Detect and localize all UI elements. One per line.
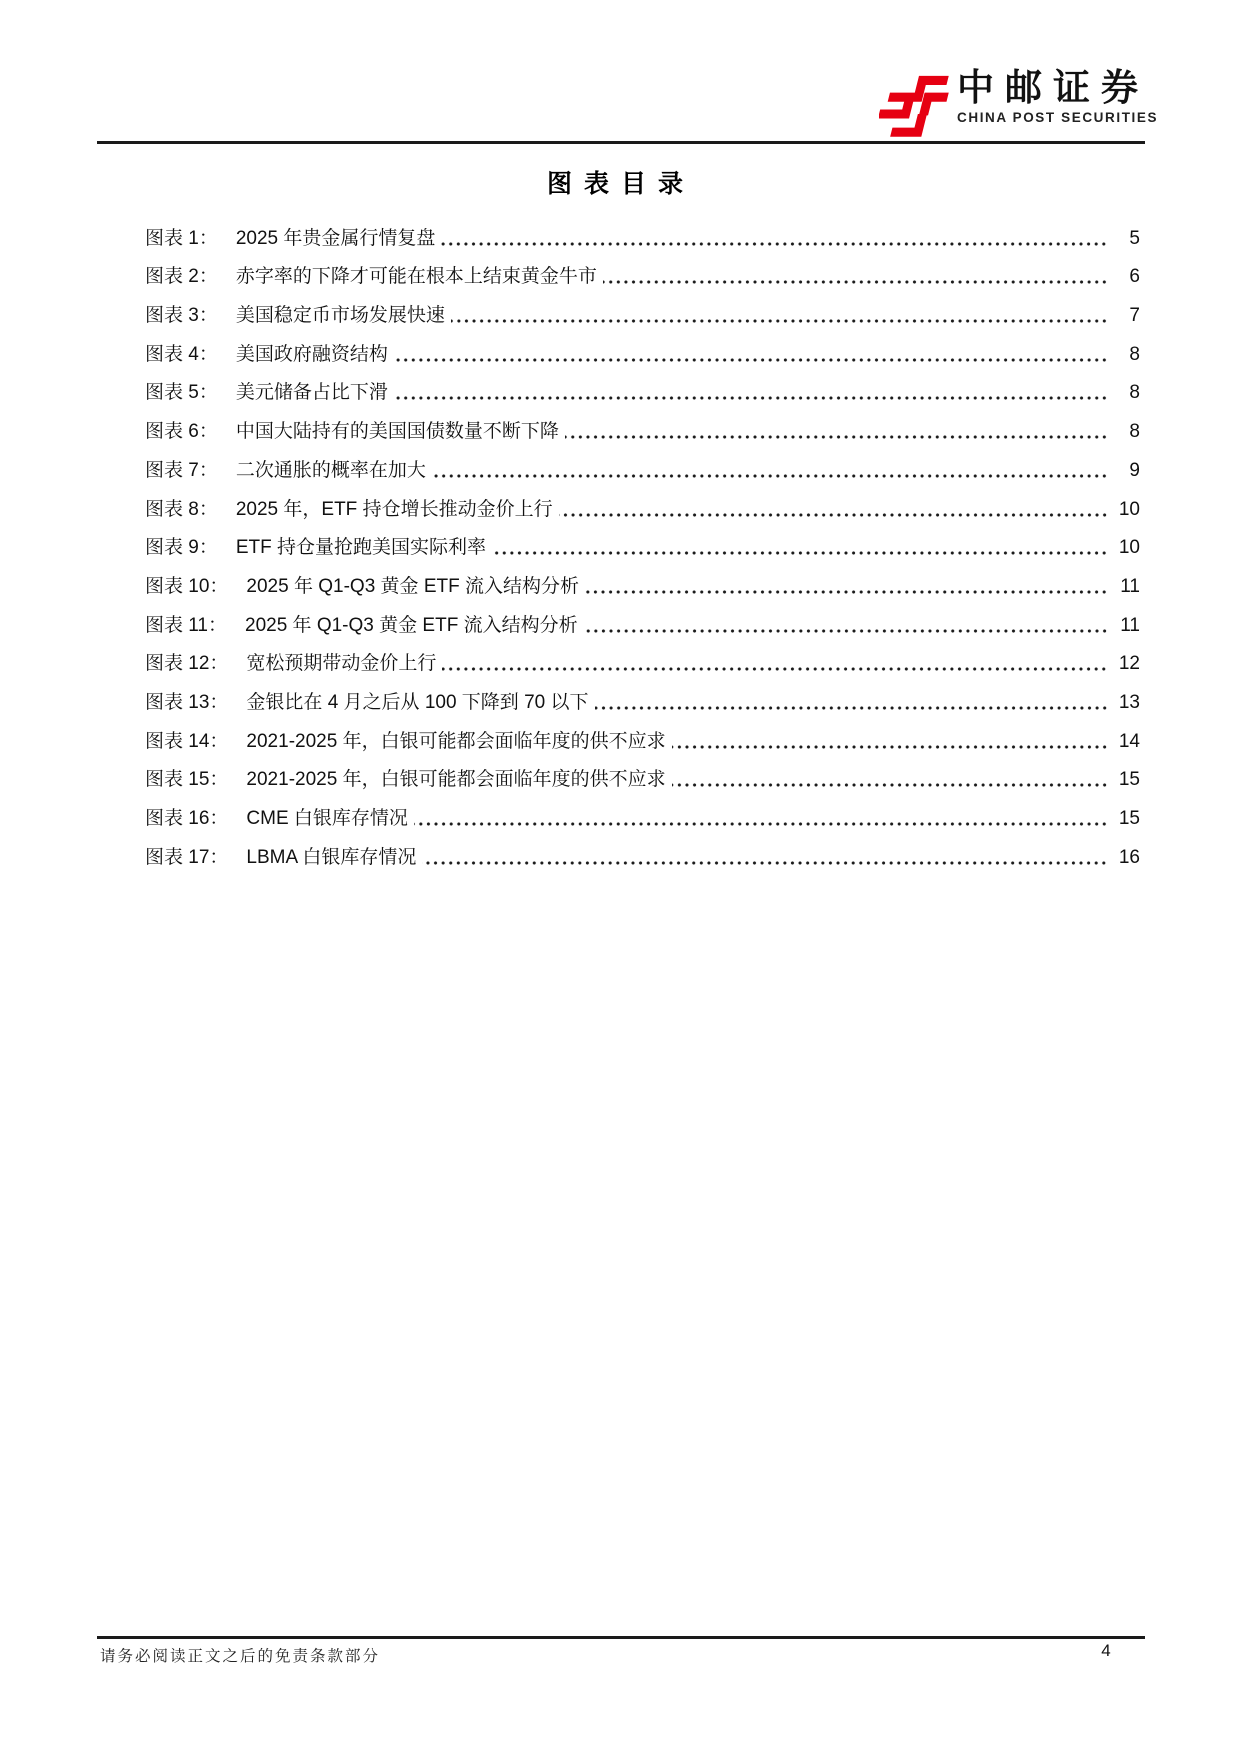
toc-entry-page: 6: [1129, 266, 1140, 288]
toc-entry-title: 赤字率的下降才可能在根本上结束黄金牛市: [235, 266, 597, 288]
header-divider: [97, 141, 1145, 144]
dot-leader: [414, 821, 1108, 827]
toc-entry-label: 图表 16：: [145, 808, 229, 829]
toc-entry-page: 8: [1129, 421, 1140, 443]
toc-entry[interactable]: [145, 676, 1140, 715]
toc-entry[interactable]: [145, 715, 1140, 754]
toc-entry[interactable]: [145, 831, 1140, 870]
toc-entry-page: 5: [1129, 227, 1140, 249]
toc-entry[interactable]: [145, 599, 1140, 638]
toc-entry-title: 二次通胀的概率在加大: [235, 459, 426, 481]
toc-entry[interactable]: [145, 754, 1140, 793]
footer-page-number: 4: [1101, 1641, 1111, 1660]
dot-leader: [441, 241, 1108, 247]
toc-entry-label: 图表 17：: [145, 846, 229, 868]
toc-entry-page: 15: [1118, 808, 1140, 829]
dot-leader: [672, 744, 1108, 750]
toc-entry-page: 15: [1118, 769, 1140, 791]
toc-entry-page: 8: [1129, 382, 1140, 404]
logo-company-name-en: CHINA POST SECURITIES: [957, 110, 1159, 125]
toc-entry-label: 图表 6：: [145, 421, 218, 443]
toc-entry-title: 2025 年 Q1-Q3 黄金 ETF 流入结构分析: [245, 614, 578, 636]
toc-entry-page: 13: [1118, 691, 1140, 713]
toc-entry-label: 图表 1：: [145, 227, 218, 249]
toc-entry[interactable]: [145, 289, 1140, 328]
toc-entry-page: 12: [1118, 653, 1140, 675]
toc-entry[interactable]: [145, 444, 1140, 483]
toc-entry-title: 美国稳定币市场发展快速: [235, 305, 445, 327]
footer-divider: [97, 1636, 1145, 1639]
toc-entry-page: 8: [1129, 343, 1140, 365]
toc-entry-page: 10: [1118, 498, 1140, 520]
toc-entry[interactable]: [145, 367, 1140, 406]
toc-entry-title: 2025 年 Q1-Q3 黄金 ETF 流入结构分析: [246, 575, 579, 597]
toc-entry[interactable]: [145, 522, 1140, 561]
footer-disclaimer: 请务必阅读正文之后的免责条款部分: [100, 1648, 381, 1665]
toc-entry-title: ETF 持仓量抢跑美国实际利率: [235, 537, 487, 559]
toc-entry-title: 2021-2025 年，白银可能都会面临年度的供不应求: [246, 769, 666, 791]
toc-entry-label: 图表 5：: [145, 382, 218, 404]
company-logo: [879, 70, 1158, 140]
dot-leader: [451, 318, 1108, 324]
china-post-logo-icon: [879, 74, 949, 140]
toc-entry-title: 2025 年，ETF 持仓增长推动金价上行: [235, 498, 553, 520]
toc-entry-page: 11: [1120, 614, 1140, 636]
dot-leader: [565, 434, 1108, 440]
dot-leader: [394, 395, 1108, 401]
dot-leader: [422, 860, 1108, 866]
dot-leader: [603, 279, 1108, 285]
toc-entry-label: 图表 4：: [145, 343, 218, 365]
dot-leader: [442, 666, 1108, 672]
toc-entry[interactable]: [145, 792, 1140, 831]
toc-entry[interactable]: [145, 328, 1140, 367]
toc-entry[interactable]: [145, 212, 1140, 251]
toc-entry-title: 2025 年贵金属行情复盘: [235, 227, 436, 249]
toc-entry-label: 图表 11：: [145, 614, 228, 636]
dot-leader: [672, 782, 1108, 788]
toc-entry[interactable]: [145, 560, 1140, 599]
toc-entry-title: 金银比在 4 月之后从 100 下降到 70 以下: [246, 691, 589, 713]
logo-company-name: 中邮证券: [957, 68, 1149, 109]
toc-entry-page: 10: [1118, 537, 1140, 559]
toc-entry-label: 图表 8：: [145, 498, 218, 520]
toc-entry[interactable]: [145, 405, 1140, 444]
toc-entry-page: 11: [1120, 575, 1140, 597]
toc-entry-title: 2021-2025 年，白银可能都会面临年度的供不应求: [246, 730, 666, 752]
dot-leader: [432, 473, 1108, 479]
toc-entry-label: 图表 14：: [145, 730, 229, 752]
toc-entry-title: LBMA 白银库存情况: [246, 846, 417, 868]
toc-entry[interactable]: [145, 638, 1140, 677]
dot-leader: [559, 512, 1108, 518]
toc-entry-label: 图表 10：: [145, 575, 229, 597]
toc-entry-page: 16: [1118, 846, 1140, 868]
toc-entry-page: 7: [1129, 305, 1140, 327]
dot-leader: [492, 550, 1108, 556]
toc-entry-title: 美国政府融资结构: [235, 343, 388, 365]
toc-entry-page: 9: [1129, 459, 1140, 481]
page-title: 图表目录: [546, 171, 695, 198]
toc-entry-label: 图表 9：: [145, 537, 218, 559]
dot-leader: [584, 628, 1108, 634]
toc-entry-label: 图表 3：: [145, 305, 218, 327]
dot-leader: [394, 357, 1108, 363]
toc-entry[interactable]: [145, 483, 1140, 522]
toc-entry-title: 中国大陆持有的美国国债数量不断下降: [235, 421, 559, 443]
figure-table-of-contents: [145, 212, 1140, 870]
toc-entry-title: CME 白银库存情况: [246, 808, 408, 829]
toc-entry-title: 宽松预期带动金价上行: [246, 653, 437, 675]
toc-entry-page: 14: [1118, 730, 1140, 752]
toc-entry-label: 图表 15：: [145, 769, 229, 791]
toc-entry-label: 图表 12：: [145, 653, 229, 675]
dot-leader: [585, 589, 1108, 595]
toc-entry-label: 图表 7：: [145, 459, 218, 481]
toc-entry-label: 图表 13：: [145, 691, 229, 713]
dot-leader: [595, 705, 1109, 711]
toc-entry-label: 图表 2：: [145, 266, 218, 288]
toc-entry-title: 美元储备占比下滑: [235, 382, 388, 404]
toc-entry[interactable]: [145, 251, 1140, 290]
